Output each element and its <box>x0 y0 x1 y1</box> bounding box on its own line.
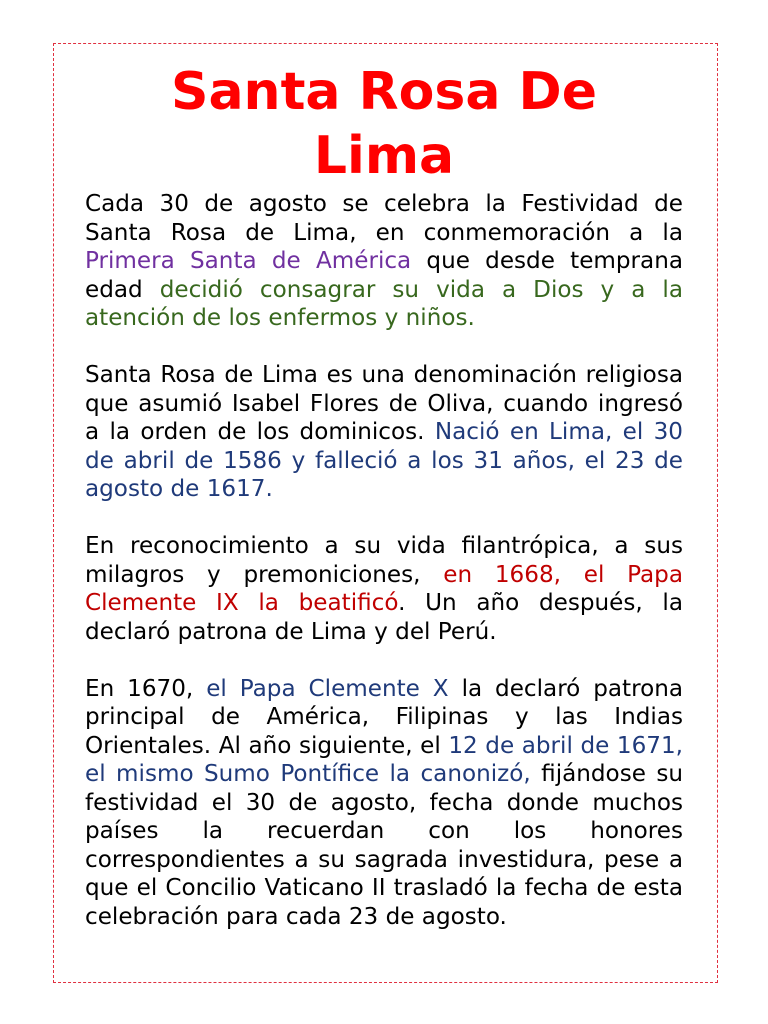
paragraph-1 <box>85 190 683 333</box>
highlight-beatificacion: en 1668, el Papa Clemente IX la beatificó <box>85 561 683 616</box>
paragraph-4-text-c: la declaró patrona principal de América, Filipinas y las Indias Orientales. Al año siguiente, el <box>85 675 684 759</box>
highlight-nacimiento: Nació en Lima, el 30 de abril de 1586 y falleció a los 31 años, el 23 de agosto de 1617. <box>85 419 683 502</box>
highlight-consagrar-vida: decidió consagrar su vida a Dios y a la atención de los enfermos y niños. <box>85 276 683 331</box>
highlight-papa-clemente-x: el Papa Clemente X <box>206 675 449 702</box>
paragraph-2-text-a: Santa Rosa de Lima es una denominación religiosa que asumió Isabel Flores de Oliva, cuando ingresó a la orden de los dominicos. <box>85 362 683 445</box>
document-body <box>85 190 683 960</box>
paragraph-2 <box>85 361 683 504</box>
page-title <box>60 60 708 188</box>
paragraph-1-text-a: Cada 30 de agosto se celebra la Festividad de Santa Rosa de Lima, en conmemoración a la <box>85 191 683 246</box>
paragraph-4-text-e: fijándose su festividad el 30 de agosto, fecha donde muchos países la recuerdan con los honores correspondientes a su sagrada investidura, pese a que el Concilio Vaticano II trasladó la fecha de esta celebración para cada 23 de agosto. <box>85 761 683 930</box>
paragraph-4-text-a: En 1670, <box>85 675 207 702</box>
highlight-canonizacion: 12 de abril de 1671, el mismo Sumo Pontífice la canonizó, <box>85 732 683 787</box>
paragraph-4 <box>85 675 683 932</box>
paragraph-1-text-c: que desde temprana edad <box>85 248 683 303</box>
paragraph-3-text-c: . Un año después, la declaró patrona de Lima y del Perú. <box>85 590 683 645</box>
title-line-1: Santa Rosa De <box>171 62 597 122</box>
paragraph-3-text-a: En reconocimiento a su vida filantrópica, a sus milagros y premoniciones, <box>85 533 683 588</box>
title-line-2: Lima <box>313 126 455 186</box>
highlight-primera-santa: Primera Santa de América <box>85 248 412 274</box>
paragraph-3 <box>85 532 683 646</box>
